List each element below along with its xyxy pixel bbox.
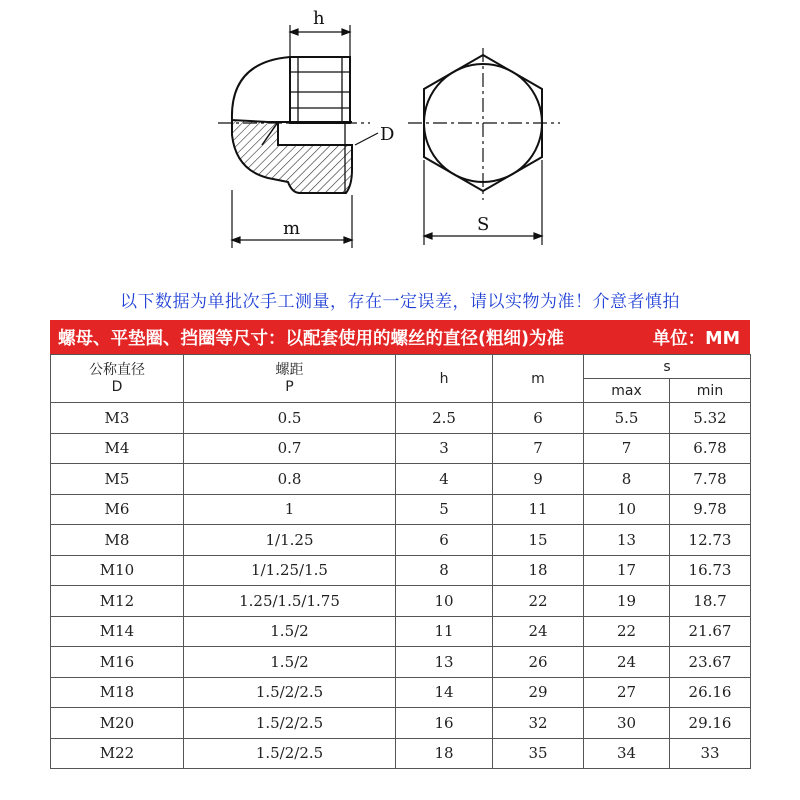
cell-m: 15 [493,525,584,556]
measurement-note: 以下数据为单批次手工测量，存在一定误差，请以实物为准！介意者慎拍 [120,292,680,312]
cell-s-min: 7.78 [670,464,751,495]
cell-h: 8 [396,555,493,586]
header-nominal-diameter: 公称直径 D [51,355,184,403]
cell-pitch: 1 [184,494,396,525]
cell-s-max: 19 [584,586,670,617]
table-row [51,494,751,525]
cell-s-max: 8 [584,464,670,495]
table-row [51,464,751,495]
table-row [51,525,751,556]
cell-m: 11 [493,494,584,525]
cell-diameter: M20 [51,708,184,739]
cell-pitch: 0.7 [184,433,396,464]
cell-m: 18 [493,555,584,586]
banner-unit: 单位：MM [652,328,740,349]
cell-m: 24 [493,616,584,647]
cell-m: 7 [493,433,584,464]
header-h: h [396,355,493,403]
header-pitch: 螺距 P [184,355,396,403]
cell-diameter: M12 [51,586,184,617]
cell-s-max: 30 [584,708,670,739]
spec-table [50,354,751,769]
cell-pitch: 1.5/2/2.5 [184,738,396,769]
cell-diameter: M18 [51,677,184,708]
cell-m: 6 [493,403,584,434]
cell-s-min: 23.67 [670,647,751,678]
cell-diameter: M10 [51,555,184,586]
cell-s-min: 33 [670,738,751,769]
header-m: m [493,355,584,403]
table-row [51,738,751,769]
cell-s-max: 24 [584,647,670,678]
cell-m: 29 [493,677,584,708]
cell-diameter: M8 [51,525,184,556]
cell-diameter: M3 [51,403,184,434]
cell-s-max: 34 [584,738,670,769]
cell-s-min: 18.7 [670,586,751,617]
table-row [51,708,751,739]
cell-m: 9 [493,464,584,495]
table-row [51,616,751,647]
table-row [51,647,751,678]
cell-h: 5 [396,494,493,525]
cell-s-min: 6.78 [670,433,751,464]
cell-s-max: 22 [584,616,670,647]
table-row [51,403,751,434]
cell-diameter: M6 [51,494,184,525]
header-s: s [584,355,751,379]
cell-pitch: 1/1.25/1.5 [184,555,396,586]
dim-label-s: S [477,214,490,235]
cell-pitch: 1.25/1.5/1.75 [184,586,396,617]
cell-s-max: 17 [584,555,670,586]
table-row [51,677,751,708]
cell-s-min: 29.16 [670,708,751,739]
cell-s-max: 5.5 [584,403,670,434]
cell-m: 22 [493,586,584,617]
cell-h: 11 [396,616,493,647]
cell-m: 35 [493,738,584,769]
cell-s-min: 16.73 [670,555,751,586]
table-row [51,555,751,586]
cell-h: 10 [396,586,493,617]
cell-diameter: M4 [51,433,184,464]
side-view [232,57,352,193]
dim-label-d: D [380,124,395,145]
cell-pitch: 1.5/2 [184,616,396,647]
cell-pitch: 1.5/2/2.5 [184,708,396,739]
cell-diameter: M14 [51,616,184,647]
dim-label-m: m [283,218,301,239]
table-row [51,586,751,617]
cell-h: 16 [396,708,493,739]
cell-pitch: 1.5/2/2.5 [184,677,396,708]
cell-h: 18 [396,738,493,769]
cell-s-min: 9.78 [670,494,751,525]
cell-diameter: M5 [51,464,184,495]
cell-h: 2.5 [396,403,493,434]
header-row [51,355,751,379]
header-s-min: min [670,379,751,403]
cell-m: 26 [493,647,584,678]
cell-s-min: 26.16 [670,677,751,708]
cell-m: 32 [493,708,584,739]
cell-h: 3 [396,433,493,464]
cell-s-max: 13 [584,525,670,556]
cell-s-max: 27 [584,677,670,708]
cell-s-max: 7 [584,433,670,464]
cell-diameter: M22 [51,738,184,769]
cell-pitch: 1.5/2 [184,647,396,678]
header-s-max: max [584,379,670,403]
cell-h: 14 [396,677,493,708]
banner-title: 螺母、平垫圈、挡圈等尺寸：以配套使用的螺丝的直径(粗细)为准 [58,328,564,349]
cell-pitch: 1/1.25 [184,525,396,556]
cell-h: 4 [396,464,493,495]
cell-s-min: 12.73 [670,525,751,556]
cell-h: 6 [396,525,493,556]
table-banner [50,320,750,354]
dimension-table [50,320,750,769]
cell-pitch: 0.5 [184,403,396,434]
cell-s-max: 10 [584,494,670,525]
cell-s-min: 21.67 [670,616,751,647]
cell-h: 13 [396,647,493,678]
cell-s-min: 5.32 [670,403,751,434]
cell-diameter: M16 [51,647,184,678]
cell-pitch: 0.8 [184,464,396,495]
table-row [51,433,751,464]
acorn-nut-drawing [0,0,800,275]
dim-label-h: h [313,8,325,29]
